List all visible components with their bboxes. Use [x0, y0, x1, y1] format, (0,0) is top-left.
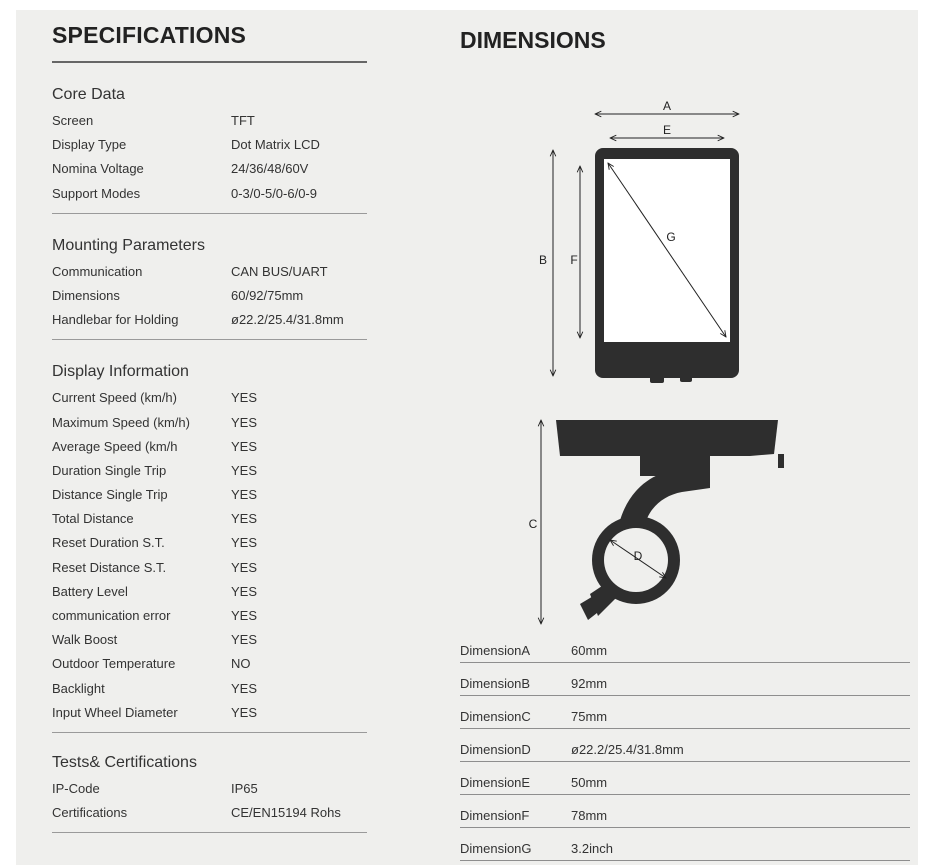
dimension-row: DimensionB 92mm: [460, 676, 608, 691]
dimensions-title: DIMENSIONS: [460, 27, 606, 53]
section-title: Mounting Parameters: [52, 236, 205, 254]
dimension-b-label: B: [538, 253, 548, 267]
section-divider: [52, 732, 367, 733]
dimension-f-label: F: [570, 253, 578, 267]
specifications-column: [52, 20, 367, 833]
spec-row: Handlebar for Holding ø22.2/25.4/31.8mm: [52, 312, 344, 328]
spec-row: Dimensions 60/92/75mm: [52, 287, 304, 303]
spec-row: Communication CAN BUS/UART: [52, 263, 328, 279]
spec-row: Support Modes 0-3/0-5/0-6/0-9: [52, 185, 317, 201]
spec-row: Average Speed (km/h YES: [52, 438, 258, 454]
row-divider: [460, 662, 910, 663]
section-mounting-parameters: [52, 236, 367, 341]
spec-row: Nomina Voltage 24/36/48/60V: [52, 161, 309, 177]
row-divider: [460, 827, 910, 828]
specifications-title: SPECIFICATIONS: [52, 22, 247, 48]
dimension-g-label: G: [666, 230, 676, 244]
dimension-row: DimensionF 78mm: [460, 808, 608, 823]
dimensions-column: [460, 26, 910, 856]
dimension-row: DimensionG 3.2inch: [460, 841, 613, 856]
spec-row: Reset Distance S.T. YES: [52, 559, 258, 575]
row-divider: [460, 860, 910, 861]
spec-row: communication error YES: [52, 608, 258, 623]
spec-row: Current Speed (km/h) YES: [52, 390, 258, 406]
dimension-row: DimensionC 75mm: [460, 709, 608, 724]
spec-row: Outdoor Temperature NO: [52, 656, 251, 672]
section-title: Tests& Certifications: [52, 753, 197, 771]
dimension-row: DimensionA 60mm: [460, 643, 608, 658]
spec-row: Total Distance YES: [52, 511, 258, 527]
dimension-a-label: A: [662, 99, 672, 113]
row-divider: [460, 695, 910, 696]
spec-row: Backlight YES: [52, 680, 258, 696]
spec-row: Distance Single Trip YES: [52, 487, 258, 503]
row-divider: [460, 794, 910, 795]
spec-row: Walk Boost YES: [52, 632, 258, 648]
dimension-row: DimensionE 50mm: [460, 775, 608, 790]
spec-row: IP-Code IP65: [52, 780, 258, 796]
section-divider: [52, 832, 367, 833]
spec-row: Display Type Dot Matrix LCD: [52, 137, 320, 153]
spec-row: Duration Single Trip YES: [52, 462, 258, 478]
dimension-e-label: E: [662, 123, 672, 137]
dimension-d-label: D: [633, 549, 643, 563]
device-front-view: [595, 148, 739, 383]
dimension-row: DimensionD ø22.2/25.4/31.8mm: [460, 742, 684, 757]
dimension-c-label: C: [528, 517, 538, 531]
dimension-table: [460, 640, 910, 861]
spec-panel: [16, 10, 918, 865]
section-tests-certifications: [52, 753, 367, 833]
spec-row: Screen TFT: [52, 113, 255, 128]
spec-row: Maximum Speed (km/h) YES: [52, 414, 258, 430]
section-divider: [52, 213, 367, 214]
spec-row: Reset Duration S.T. YES: [52, 535, 258, 551]
section-core-data: [52, 85, 367, 214]
section-title: Display Information: [52, 363, 189, 381]
section-display-information: [52, 362, 367, 733]
spec-row: Battery Level YES: [52, 583, 258, 599]
row-divider: [460, 761, 910, 762]
section-divider: [52, 339, 367, 340]
title-divider: [52, 61, 367, 63]
row-divider: [460, 728, 910, 729]
spec-row: Certifications CE/EN15194 Rohs: [52, 805, 341, 821]
device-side-view: [556, 420, 784, 620]
dimension-diagram: [460, 26, 910, 626]
section-title: Core Data: [52, 86, 125, 103]
spec-row: Input Wheel Diameter YES: [52, 704, 258, 720]
